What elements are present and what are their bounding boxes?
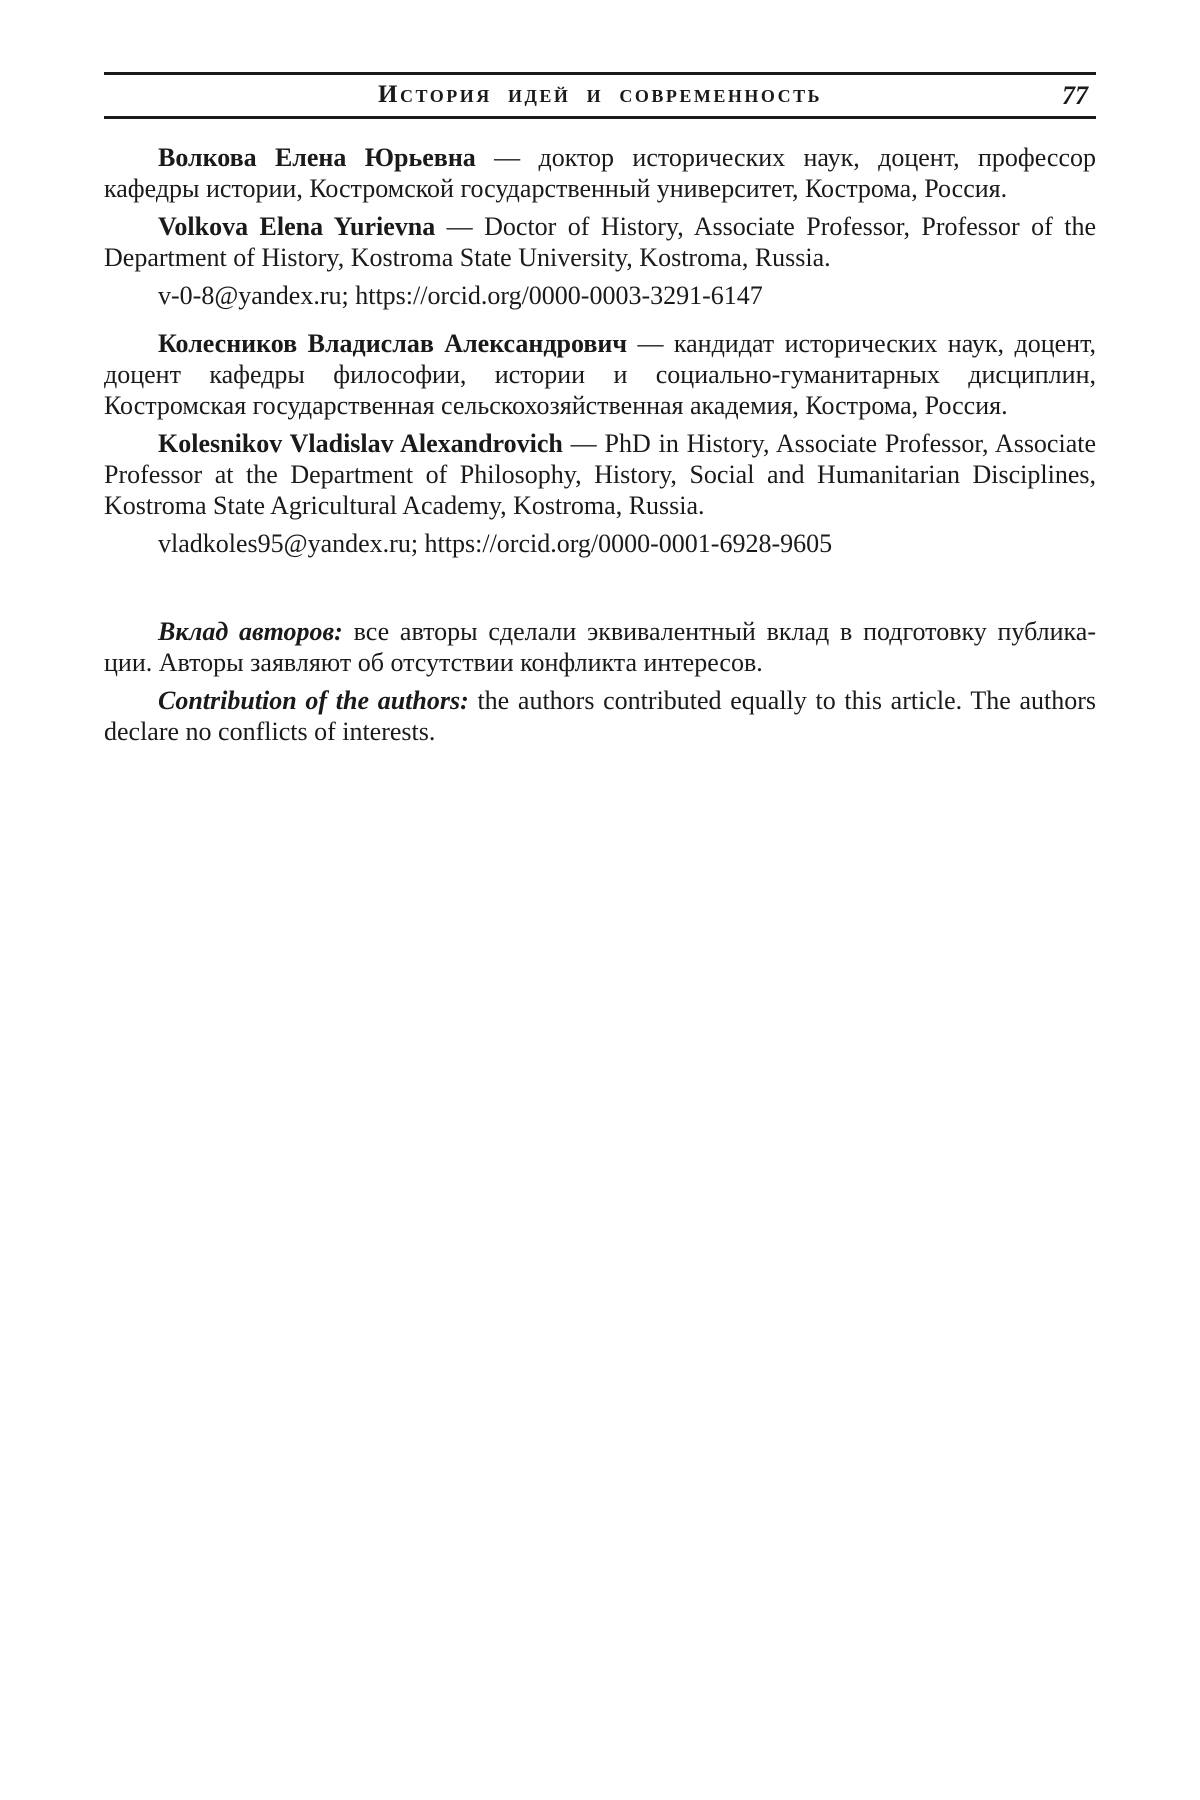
page-body	[104, 142, 1096, 747]
page-header	[104, 72, 1096, 119]
author-contact-line	[104, 280, 1096, 311]
contribution-ru-lead: Вклад авторов:	[158, 617, 343, 646]
author-email-orcid: v-0-8@yandex.ru; https://orcid.org/0000-0003-3291-6147	[158, 281, 763, 310]
author-email-orcid: vladkoles95@yandex.ru; https://orcid.org/0000-0001-6928-9605	[158, 529, 833, 558]
author-bio-ru	[104, 142, 1096, 204]
author-bio-ru	[104, 328, 1096, 421]
author-contact-line	[104, 528, 1096, 559]
author-name-en: Kolesnikov Vladislav Alexandrovich	[158, 429, 563, 458]
page-number: 77	[1062, 80, 1088, 110]
author-bio-ru-text: — кандидат исторических наук, доцент, доцент кафедры философии, истории и социально-гуманитарных дисциплин, Костромская государственная сельскохозяйственная академия, Кострома, Россия.	[104, 329, 1096, 420]
author-name-ru: Волкова Елена Юрьевна	[158, 143, 476, 172]
contribution-ru-text: все авторы сделали эквивалентный вклад в подготовку публикации. Авторы заявляют об отсутствии конфликта интересов.	[104, 617, 1097, 677]
author-name-ru: Колесников Владислав Александрович	[158, 329, 628, 358]
contribution-en-lead: Contribution of the authors:	[158, 686, 469, 715]
author-name-en: Volkova Elena Yurievna	[158, 212, 436, 241]
contribution-en-text: the authors contributed equally to this article. The authors declare no conflicts of interests.	[104, 686, 1096, 746]
contribution-ru	[104, 616, 1096, 678]
author-bio-en-text: — PhD in History, Associate Professor, Associate Professor at the Department of Philosophy, History, Social and Humanitarian Disciplines, Kostroma State Agricultural Academy, Kostroma, Russia.	[104, 429, 1097, 520]
author-bio-en-text: — Doctor of History, Associate Professor, Professor of the Department of History, Kostroma State University, Kostroma, Russia.	[104, 212, 1096, 272]
contribution-section	[104, 616, 1096, 747]
running-title: История идей и современность	[378, 81, 822, 108]
author-block-volkova	[104, 142, 1096, 311]
author-bio-ru-text: — доктор исторических наук, доцент, профессор кафедры истории, Костромской государственный университет, Кострома, Россия.	[104, 143, 1096, 203]
author-block-kolesnikov	[104, 328, 1096, 559]
author-bio-en	[104, 211, 1096, 273]
contribution-en	[104, 685, 1096, 747]
author-bio-en	[104, 428, 1096, 521]
